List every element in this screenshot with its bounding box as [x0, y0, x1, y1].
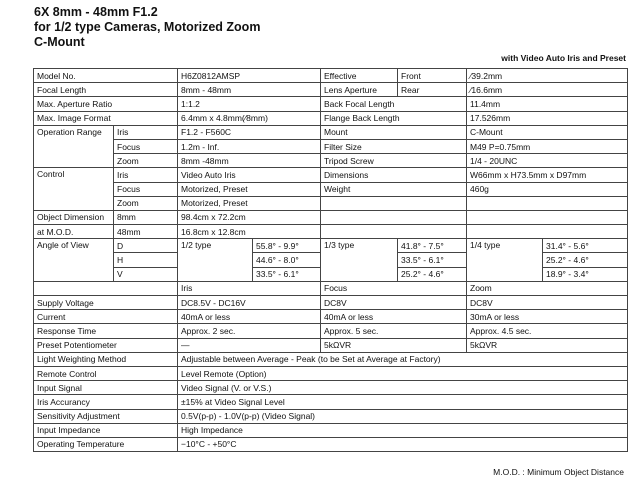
spec-sublabel: Front	[398, 69, 467, 83]
spec-value: ∕39.2mm	[467, 69, 628, 83]
spec-value: 8mm -48mm	[178, 154, 321, 168]
table-row	[34, 97, 628, 111]
table-row	[34, 69, 628, 83]
table-row	[34, 154, 628, 168]
table-row	[34, 296, 628, 310]
spec-value: C-Mount	[467, 125, 628, 139]
angle-value: 41.8° - 7.5°	[398, 239, 467, 253]
spec-sublabel: 8mm	[114, 210, 178, 224]
spec-value: 460g	[467, 182, 628, 196]
spec-sublabel: Zoom	[114, 154, 178, 168]
spec-value: 16.8cm x 12.8cm	[178, 225, 321, 239]
angle-axis: V	[114, 267, 178, 281]
angle-value: 33.5° - 6.1°	[253, 267, 321, 281]
table-row	[34, 366, 628, 380]
spec-value: Video Signal (V. or V.S.)	[178, 381, 628, 395]
spec-value: 30mA or less	[467, 310, 628, 324]
table-row	[34, 210, 628, 224]
angle-value: 55.8° - 9.9°	[253, 239, 321, 253]
empty-cell	[467, 210, 628, 224]
empty-cell	[321, 196, 467, 210]
spec-label: Model No.	[34, 69, 178, 83]
table-row	[34, 168, 628, 182]
angle-value: 33.5° - 6.1°	[398, 253, 467, 267]
spec-label: Dimensions	[321, 168, 467, 182]
column-header-zoom: Zoom	[467, 281, 628, 295]
spec-value: DC8V	[467, 296, 628, 310]
column-header-focus: Focus	[321, 281, 467, 295]
spec-label: Flange Back Length	[321, 111, 467, 125]
spec-label: Current	[34, 310, 178, 324]
spec-label: Mount	[321, 125, 467, 139]
spec-sublabel: Focus	[114, 139, 178, 153]
spec-sublabel: Focus	[114, 182, 178, 196]
spec-label: Control	[34, 168, 114, 211]
spec-value: 0.5V(p-p) - 1.0V(p-p) (Video Signal)	[178, 409, 628, 423]
type-label: 1/2 type	[178, 239, 253, 282]
spec-value: Approx. 2 sec.	[178, 324, 321, 338]
spec-value: 17.526mm	[467, 111, 628, 125]
table-row	[34, 225, 628, 239]
spec-label: Object Dimension	[34, 210, 114, 224]
feature-note: with Video Auto Iris and Preset	[501, 53, 626, 63]
angle-value: 31.4° - 5.6°	[543, 239, 628, 253]
table-row	[34, 395, 628, 409]
table-row	[34, 352, 628, 366]
angle-axis: H	[114, 253, 178, 267]
spec-sublabel: Zoom	[114, 196, 178, 210]
table-row	[34, 111, 628, 125]
spec-label: Supply Voltage	[34, 296, 178, 310]
lens-title: 6X 8mm - 48mm F1.2	[34, 5, 158, 19]
spec-value: F1.2 - F560C	[178, 125, 321, 139]
table-row	[34, 196, 628, 210]
spec-value: H6Z0812AMSP	[178, 69, 321, 83]
spec-label: Input Impedance	[34, 423, 178, 437]
spec-value: 5kΩVR	[321, 338, 467, 352]
spec-label: Lens Aperture	[321, 83, 398, 97]
spec-label: Preset Potentiometer	[34, 338, 178, 352]
spec-value: M49 P=0.75mm	[467, 139, 628, 153]
spec-value: 11.4mm	[467, 97, 628, 111]
table-row	[34, 409, 628, 423]
empty-cell	[34, 281, 178, 295]
spec-label: Operating Temperature	[34, 437, 178, 451]
spec-value: 98.4cm x 72.2cm	[178, 210, 321, 224]
spec-label: Max. Image Format	[34, 111, 178, 125]
type-label: 1/4 type	[467, 239, 543, 282]
angle-value: 44.6° - 8.0°	[253, 253, 321, 267]
footnote: M.O.D. : Minimum Object Distance	[493, 467, 624, 477]
spec-value: Motorized, Preset	[178, 196, 321, 210]
spec-value: DC8V	[321, 296, 467, 310]
table-row	[34, 324, 628, 338]
spec-value: 40mA or less	[321, 310, 467, 324]
spec-label: Back Focal Length	[321, 97, 467, 111]
spec-label: Filter Size	[321, 139, 467, 153]
spec-label: Effective	[321, 69, 398, 83]
spec-value: Approx. 5 sec.	[321, 324, 467, 338]
spec-label: Light Weighting Method	[34, 352, 178, 366]
spec-label: Operation Range	[34, 125, 114, 168]
spec-value: W66mm x H73.5mm x D97mm	[467, 168, 628, 182]
spec-sublabel: 48mm	[114, 225, 178, 239]
spec-label: at M.O.D.	[34, 225, 114, 239]
spec-value: —	[178, 338, 321, 352]
spec-value: 40mA or less	[178, 310, 321, 324]
spec-value: 6.4mm x 4.8mm(∕8mm)	[178, 111, 321, 125]
angle-axis: D	[114, 239, 178, 253]
empty-cell	[467, 225, 628, 239]
spec-label: Max. Aperture Ratio	[34, 97, 178, 111]
spec-sublabel: Iris	[114, 125, 178, 139]
empty-cell	[321, 225, 467, 239]
table-row	[34, 182, 628, 196]
spec-value: High Impedance	[178, 423, 628, 437]
spec-value: 1/4 - 20UNC	[467, 154, 628, 168]
mount-title: C-Mount	[34, 35, 85, 49]
spec-value: ±15% at Video Signal Level	[178, 395, 628, 409]
spec-value: 8mm - 48mm	[178, 83, 321, 97]
table-row	[34, 310, 628, 324]
table-row	[34, 281, 628, 295]
spec-label: Sensitivity Adjustment	[34, 409, 178, 423]
spec-table	[33, 68, 628, 452]
spec-value: Adjustable between Average - Peak (to be Set at Average at Factory)	[178, 352, 628, 366]
spec-label: Focal Length	[34, 83, 178, 97]
spec-value: Approx. 4.5 sec.	[467, 324, 628, 338]
spec-value: 1.2m - Inf.	[178, 139, 321, 153]
spec-sublabel: Rear	[398, 83, 467, 97]
table-row	[34, 83, 628, 97]
spec-value: Level Remote (Option)	[178, 366, 628, 380]
type-label: 1/3 type	[321, 239, 398, 282]
spec-label: Weight	[321, 182, 467, 196]
angle-value: 25.2° - 4.6°	[543, 253, 628, 267]
spec-value: DC8.5V - DC16V	[178, 296, 321, 310]
table-row	[34, 437, 628, 451]
table-row	[34, 139, 628, 153]
table-row	[34, 338, 628, 352]
spec-label: Tripod Screw	[321, 154, 467, 168]
spec-label: Remote Control	[34, 366, 178, 380]
angle-of-view-label: Angle of View	[34, 239, 114, 282]
spec-value: 5kΩVR	[467, 338, 628, 352]
spec-value: Video Auto Iris	[178, 168, 321, 182]
spec-value: Motorized, Preset	[178, 182, 321, 196]
table-row	[34, 239, 628, 253]
angle-value: 18.9° - 3.4°	[543, 267, 628, 281]
spec-label: Iris Accurancy	[34, 395, 178, 409]
table-row	[34, 381, 628, 395]
spec-value: −10°C - +50°C	[178, 437, 628, 451]
table-row	[34, 423, 628, 437]
column-header-iris: Iris	[178, 281, 321, 295]
angle-value: 25.2° - 4.6°	[398, 267, 467, 281]
table-row	[34, 125, 628, 139]
spec-value: 1:1.2	[178, 97, 321, 111]
spec-value: ∕16.6mm	[467, 83, 628, 97]
lens-subtitle: for 1/2 type Cameras, Motorized Zoom	[34, 20, 261, 34]
spec-sublabel: Iris	[114, 168, 178, 182]
empty-cell	[467, 196, 628, 210]
empty-cell	[321, 210, 467, 224]
spec-label: Input Signal	[34, 381, 178, 395]
spec-label: Response Time	[34, 324, 178, 338]
